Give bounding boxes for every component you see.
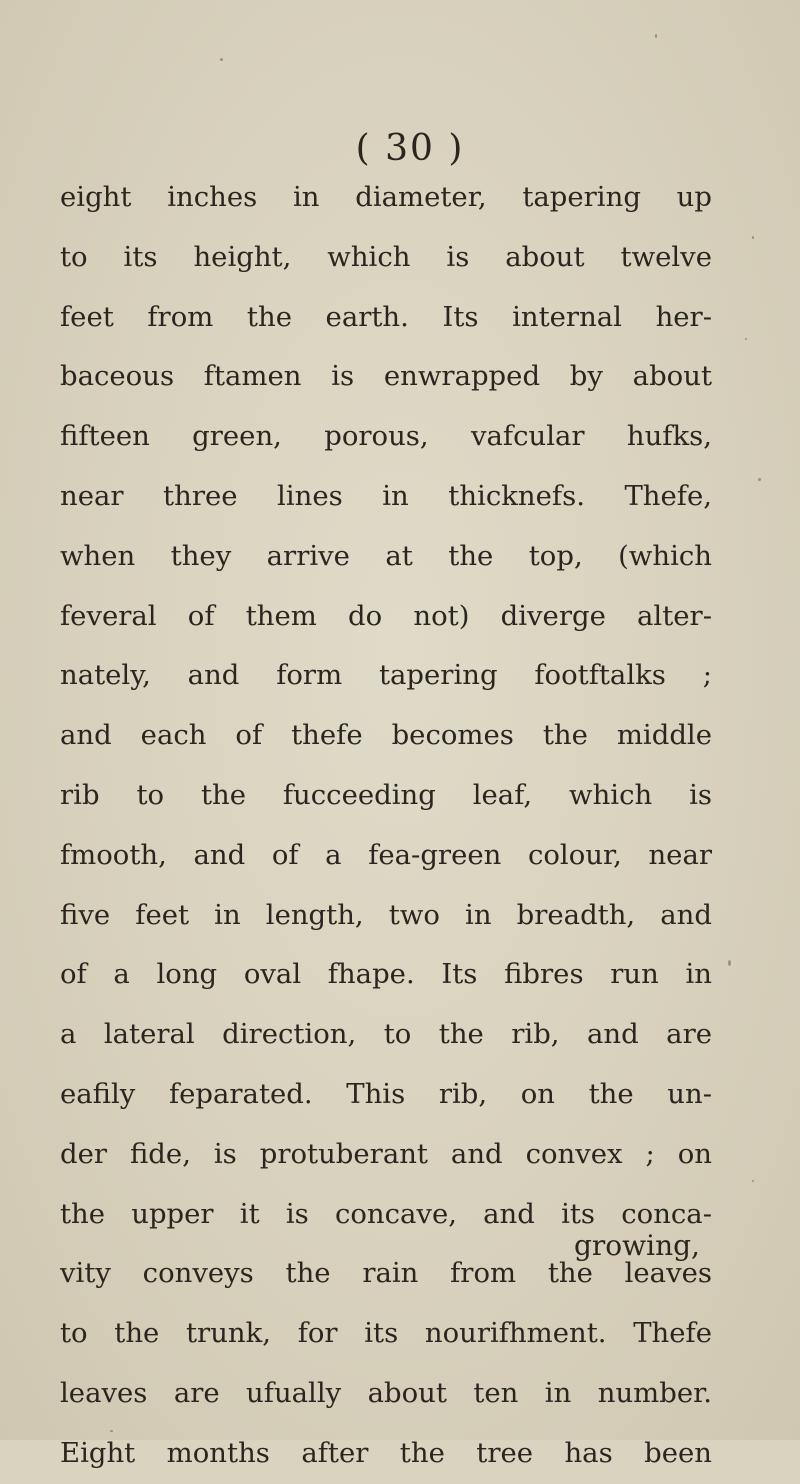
paper-speck — [752, 236, 754, 239]
text-line: when they arrive at the top, (which — [60, 539, 712, 572]
text-line: leaves are ufually about ten in number. — [60, 1376, 712, 1409]
text-line: to its height, which is about twelve — [60, 240, 712, 273]
paper-speck — [752, 1180, 754, 1182]
text-line: fifteen green, porous, vafcular hufks, — [60, 420, 712, 453]
text-line: and each of thefe becomes the middle — [60, 719, 712, 752]
catchword: growing, — [574, 1229, 700, 1262]
text-line: vity conveys the rain from the leaves — [60, 1257, 712, 1290]
paper-speck — [745, 338, 747, 340]
text-line: eight inches in diameter, tapering up — [60, 181, 712, 213]
text-line: a lateral direction, to the rib, and are — [60, 1018, 712, 1051]
paper-speck — [220, 58, 223, 61]
text-line: the upper it is concave, and its conca- — [60, 1197, 712, 1230]
text-line: fmooth, and of a fea-green colour, near — [60, 838, 712, 871]
text-line: baceous ftamen is enwrapped by about — [60, 360, 712, 393]
paper-speck — [758, 478, 761, 481]
text-line: der fide, is protuberant and convex ; on — [60, 1137, 712, 1170]
text-line: eafily feparated. This rib, on the un- — [60, 1077, 712, 1110]
text-line: five feet in length, two in breadth, and — [60, 898, 712, 931]
text-line: rib to the fucceeding leaf, which is — [60, 778, 712, 811]
text-line: feveral of them do not) diverge alter- — [60, 599, 712, 632]
body-text — [60, 168, 712, 1484]
text-line: nately, and form tapering footftalks ; — [60, 659, 712, 692]
text-line: feet from the earth. Its internal her- — [60, 300, 712, 333]
text-line: Eight months after the tree has been — [60, 1436, 712, 1469]
text-line: of a long oval fhape. Its fibres run in — [60, 958, 712, 991]
text-line: to the trunk, for its nourifhment. Thefe — [60, 1317, 712, 1350]
page-number: ( 30 ) — [355, 128, 465, 169]
paper-speck — [655, 34, 657, 38]
text-line: near three lines in thicknefs. Thefe, — [60, 479, 712, 512]
paper-speck — [728, 960, 731, 966]
